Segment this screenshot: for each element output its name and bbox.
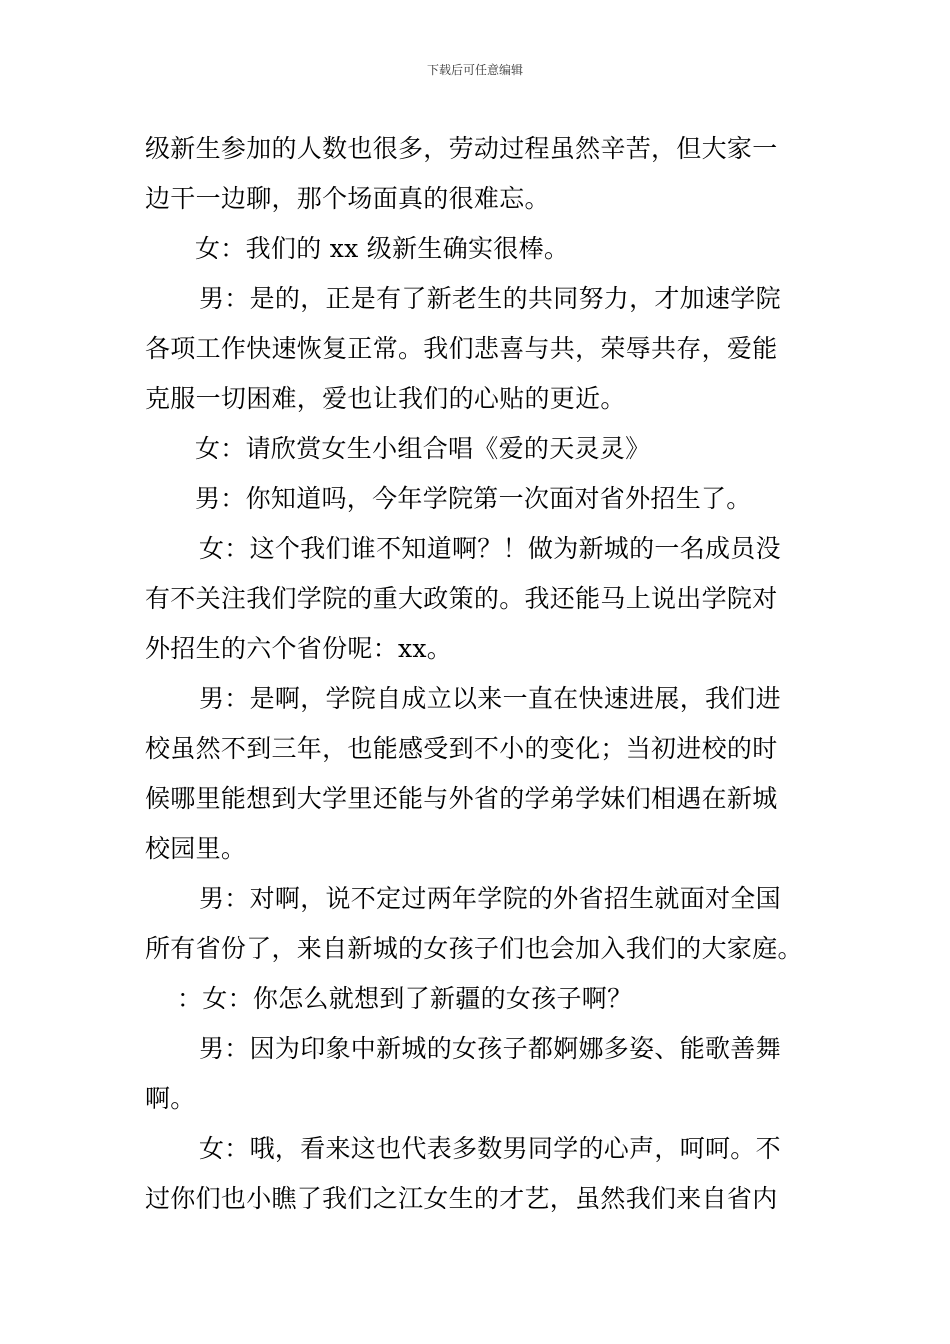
text-line: 男：因为印象中新城的女孩子都婀娜多姿、能歌善舞 — [199, 1034, 781, 1063]
text-line: 级新生参加的人数也很多，劳动过程虽然辛苦，但大家一 — [145, 134, 778, 163]
text-line: 校园里。 — [145, 834, 247, 863]
page-header: 下载后可任意编辑 — [426, 63, 523, 77]
text-line: 候哪里能想到大学里还能与外省的学弟学妹们相遇在新城 — [145, 784, 778, 813]
document-body — [145, 124, 807, 1224]
text-line: 克服一切困难，爱也让我们的心贴的更近。 — [145, 384, 626, 413]
text-line: 各项工作快速恢复正常。我们悲喜与共，荣辱共存，爱能 — [145, 334, 778, 363]
text-line: 男：是的，正是有了新老生的共同努力，才加速学院 — [199, 284, 781, 313]
text-line: 外招生的六个省份呢：xx。 — [145, 634, 453, 663]
text-line: 啊。 — [145, 1084, 196, 1113]
text-line: ：女：你怎么就想到了新疆的女孩子啊？ — [177, 984, 633, 1013]
text-line: 男：你知道吗，今年学院第一次面对省外招生了。 — [195, 484, 752, 513]
text-line: 边干一边聊，那个场面真的很难忘。 — [145, 184, 550, 213]
text-line: 所有省份了，来自新城的女孩子们也会加入我们的大家庭。 — [145, 934, 803, 963]
text-line: 有不关注我们学院的重大政策的。我还能马上说出学院对 — [145, 584, 778, 613]
text-line: 女：这个我们谁不知道啊？！做为新城的一名成员没 — [199, 534, 781, 563]
text-line: 女：哦，看来这也代表多数男同学的心声，呵呵。不 — [199, 1134, 781, 1163]
text-line: 男：是啊，学院自成立以来一直在快速进展，我们进 — [199, 684, 781, 713]
text-line: 女：我们的 xx 级新生确实很棒。 — [195, 234, 570, 263]
text-line: 校虽然不到三年，也能感受到不小的变化；当初进校的时 — [145, 734, 778, 763]
text-line: 女：请欣赏女生小组合唱《爱的天灵灵》 — [195, 434, 651, 463]
text-line: 过你们也小瞧了我们之江女生的才艺，虽然我们来自省内 — [145, 1184, 778, 1213]
text-line: 男：对啊，说不定过两年学院的外省招生就面对全国 — [199, 884, 781, 913]
